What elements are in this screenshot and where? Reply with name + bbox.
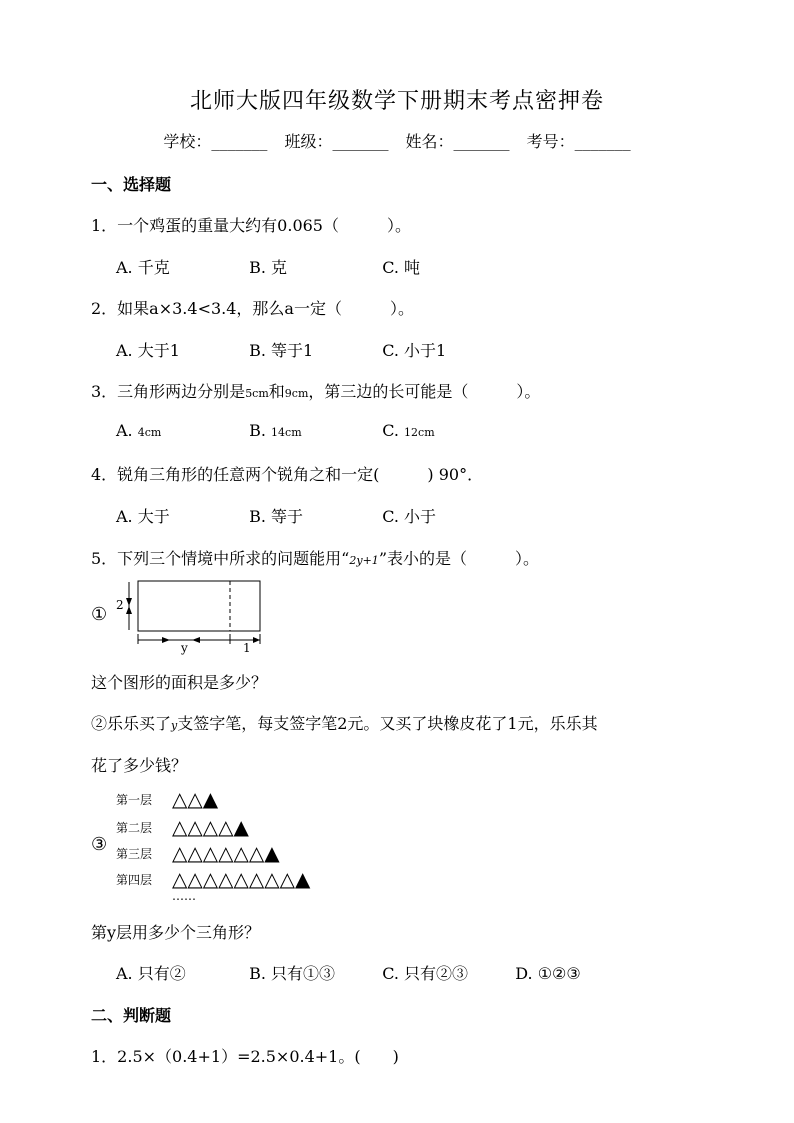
length-5cm: 5cm <box>245 387 269 400</box>
situation-2-text: ②乐乐买了y支签字笔，每支签字笔2元。又买了块橡皮花了1元，乐乐其 <box>91 714 598 733</box>
expression-2y-plus-1: 2y+1 <box>349 554 379 567</box>
rect-width-label-1: 1 <box>243 641 251 655</box>
section-heading-judgment: 二、判断题 <box>91 1006 172 1025</box>
option-b: B. 等于 <box>249 507 304 526</box>
option-c: C. 12cm <box>382 421 435 440</box>
question-1-text: 1．一个鸡蛋的重量大约有0.065（ ）。 <box>91 216 411 235</box>
situation-2-text-line2: 花了多少钱？ <box>91 756 188 775</box>
option-c: C. 只有②③ <box>382 964 469 983</box>
option-b: B. 14cm <box>249 421 302 440</box>
layer-2-triangles: △△△△▲ <box>172 815 249 839</box>
length-9cm: 9cm <box>284 387 309 400</box>
page-title: 北师大版四年级数学下册期末考点密押卷 <box>189 89 604 114</box>
question-5-text: 5．下列三个情境中所求的问题能用“2y+1”表小的是（ ）。 <box>91 549 539 568</box>
layer-4-label: 第四层 <box>116 873 153 887</box>
situation-3-marker: ③ <box>91 834 108 855</box>
situation-3-question: 第y层用多少个三角形？ <box>91 923 261 942</box>
layer-1-triangles: △△▲ <box>172 787 219 811</box>
option-c: C. 小于 <box>382 507 437 526</box>
option-a: A. 只有② <box>116 964 186 983</box>
question-1-options <box>116 255 420 278</box>
option-a: A. 大于 <box>116 507 170 526</box>
question-4-options <box>116 504 436 527</box>
question-5-options <box>116 961 581 984</box>
question-3-text: 3．三角形两边分别是5cm和9cm，第三边的长可能是（ ）。 <box>91 382 541 401</box>
option-b: B. 克 <box>249 258 288 277</box>
question-2-options <box>116 338 446 361</box>
number-field: 考号：_______ <box>526 132 631 151</box>
class-field: 班级：_______ <box>284 132 389 151</box>
layer-4-triangles: △△△△△△△△▲ <box>172 867 311 891</box>
option-a: A. 大于1 <box>116 341 180 360</box>
option-a: A. 4cm <box>116 421 162 440</box>
judgment-question-1: 1．2.5×（0.4+1）=2.5×0.4+1。( ) <box>91 1047 399 1066</box>
situation-1-marker: ① <box>91 604 108 625</box>
question-4-text: 4．锐角三角形的任意两个锐角之和一定( ) 90°． <box>91 465 484 484</box>
school-field: 学校：_______ <box>163 132 268 151</box>
layer-2-label: 第二层 <box>116 821 153 835</box>
option-c: C. 小于1 <box>382 341 447 360</box>
question-3-options <box>116 421 435 440</box>
layer-1-label: 第一层 <box>116 793 153 807</box>
situation-1-question: 这个图形的面积是多少？ <box>91 673 268 692</box>
layer-3-label: 第三层 <box>116 847 153 861</box>
option-b: B. 等于1 <box>249 341 314 360</box>
student-info-line <box>0 129 794 152</box>
rect-height-label: 2 <box>116 598 124 612</box>
option-a: A. 千克 <box>116 258 170 277</box>
name-field: 姓名：_______ <box>405 132 510 151</box>
question-2-text: 2．如果a×3.4<3.4，那么a一定（ ）。 <box>91 299 414 318</box>
rect-width-label-y: y <box>181 641 188 655</box>
section-heading-choice: 一、选择题 <box>91 175 172 194</box>
layers-ellipsis: …… <box>172 889 196 903</box>
option-c: C. 吨 <box>382 258 421 277</box>
option-d: D. ①②③ <box>515 964 581 983</box>
option-b: B. 只有①③ <box>249 964 336 983</box>
layer-3-triangles: △△△△△△▲ <box>172 841 280 865</box>
